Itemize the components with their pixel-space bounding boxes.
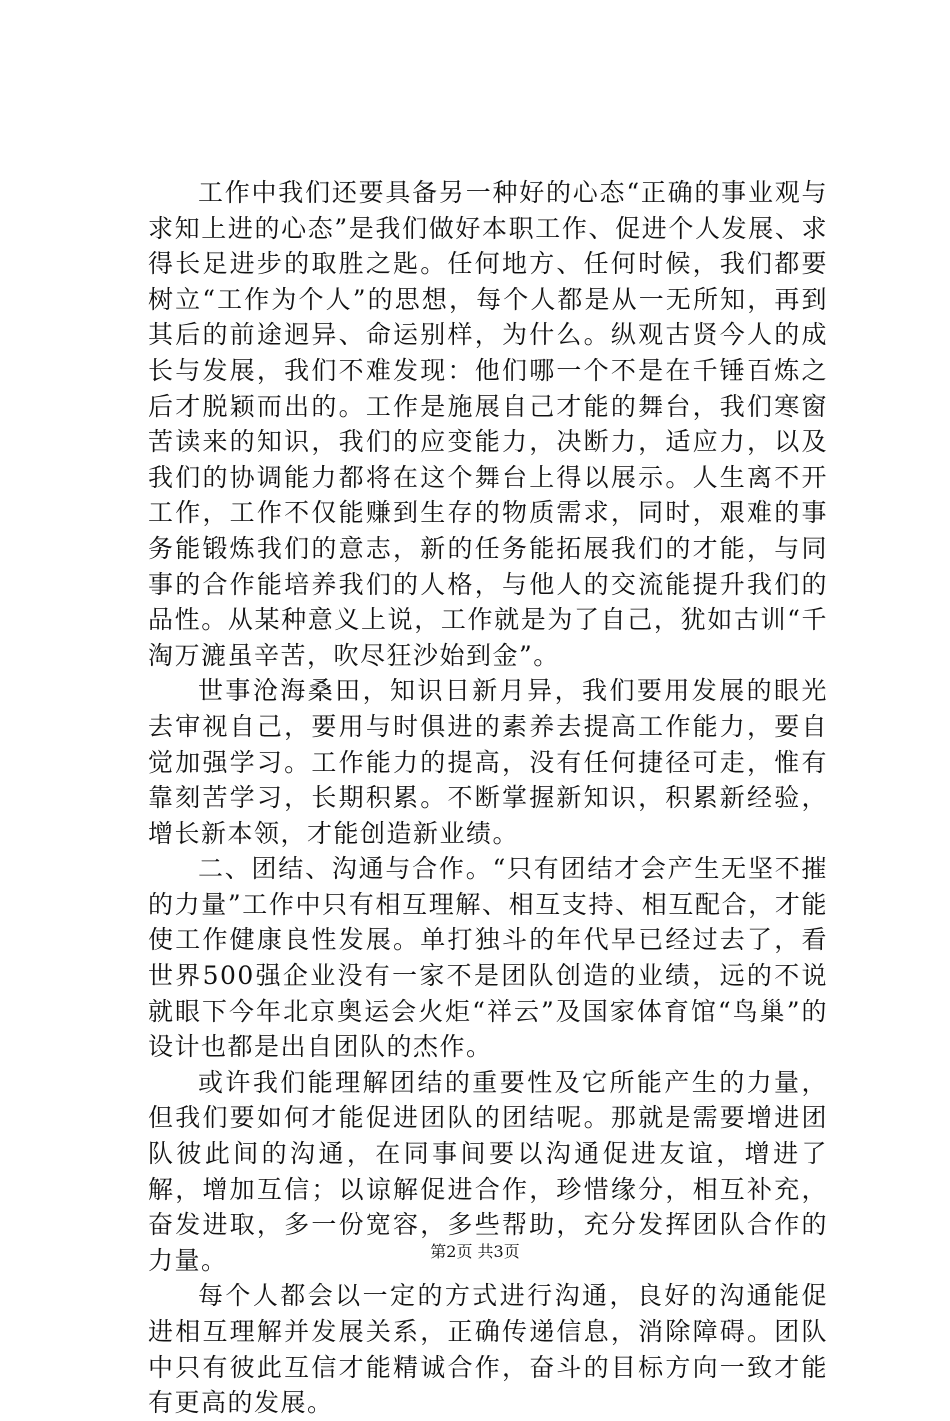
paragraph-4: 或许我们能理解团结的重要性及它所能产生的力量，但我们要如何才能促进团队的团结呢。那就是需要增进团队彼此间的沟通，在同事间要以沟通促进友谊，增进了解，增加互信；以谅解促进合作，珍惜缘分，相互补充，奋发进取，多一份宽容，多些帮助，充分发挥团队合作的力量。 <box>148 1067 828 1275</box>
paragraph-2: 世事沧海桑田，知识日新月异，我们要用发展的眼光去审视自己，要用与时俱进的素养去提高工作能力，要自觉加强学习。工作能力的提高，没有任何捷径可走，惟有靠刻苦学习，长期积累。不断掌握新知识，积累新经验，增长新本领，才能创造新业绩。 <box>148 676 828 848</box>
page-footer: 第2页 共3页 <box>430 1242 520 1261</box>
paragraph-3: 二、团结、沟通与合作。“只有团结才会产生无坚不摧的力量”工作中只有相互理解、相互支持、相互配合，才能使工作健康良性发展。单打独斗的年代早已经过去了，看世界500强企业没有一家不是团队创造的业绩，远的不说就眼下今年北京奥运会火炬“祥云”及国家体育馆“鸟巢”的设计也都是出自团队的杰作。 <box>148 854 828 1062</box>
body-text <box>148 175 828 1421</box>
paragraph-5: 每个人都会以一定的方式进行沟通，良好的沟通能促进相互理解并发展关系，正确传递信息，消除障碍。团队中只有彼此互信才能精诚合作，奋斗的目标方向一致才能有更高的发展。 <box>148 1281 828 1418</box>
paragraph-1: 工作中我们还要具备另一种好的心态“正确的事业观与求知上进的心态”是我们做好本职工作、促进个人发展、求得长足进步的取胜之匙。任何地方、任何时候，我们都要树立“工作为个人”的思想，每个人都是从一无所知，再到其后的前途迥异、命运别样，为什么。纵观古贤今人的成长与发展，我们不难发现：他们哪一个不是在千锤百炼之后才脱颖而出的。工作是施展自己才能的舞台，我们寒窗苦读来的知识，我们的应变能力，决断力，适应力，以及我们的协调能力都将在这个舞台上得以展示。人生离不开工作，工作不仅能赚到生存的物质需求，同时，艰难的事务能锻炼我们的意志，新的任务能拓展我们的才能，与同事的合作能培养我们的人格，与他人的交流能提升我们的品性。从某种意义上说，工作就是为了自己，犹如古训“千淘万漉虽辛苦，吹尽狂沙始到金”。 <box>148 178 828 670</box>
